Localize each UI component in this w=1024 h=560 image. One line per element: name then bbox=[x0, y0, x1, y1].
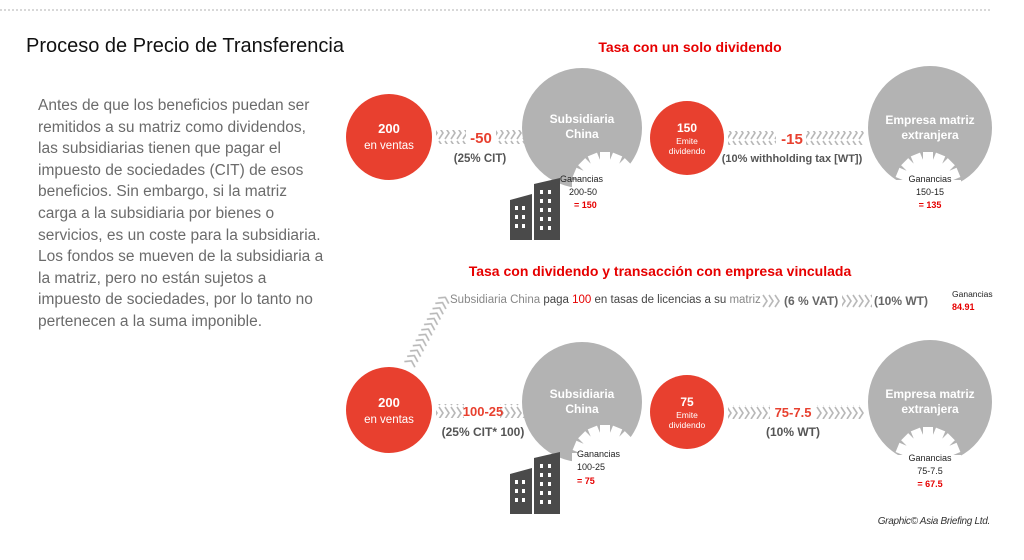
license-gain-label: Ganancias bbox=[952, 289, 993, 299]
dividend-label-line2: dividendo bbox=[668, 146, 706, 156]
parent-gain-result: = 135 bbox=[918, 200, 942, 210]
sales-value: 200 bbox=[378, 121, 400, 136]
sales-circle bbox=[346, 94, 432, 180]
dividend-label-line2: dividendo bbox=[668, 420, 706, 430]
sales-value: 200 bbox=[378, 395, 400, 410]
page-title: Proceso de Precio de Transferencia bbox=[26, 35, 344, 57]
dividend-label: Emite bbox=[676, 136, 698, 146]
scenario1-heading: Tasa con un solo dividendo bbox=[598, 39, 782, 55]
vat-label: (6 % VAT) bbox=[784, 294, 839, 308]
cit-label: (25% CIT* 100) bbox=[441, 425, 525, 439]
wt-amount: -15 bbox=[781, 131, 803, 148]
sub-gain-result: = 75 bbox=[577, 476, 595, 486]
sales-label: en ventas bbox=[364, 140, 414, 152]
sub-gain-calc: 200-50 bbox=[569, 187, 598, 197]
parent-name: Empresa matriz bbox=[885, 113, 975, 127]
building-icon bbox=[510, 178, 560, 240]
parent-gain-calc: 75-7.5 bbox=[917, 466, 943, 476]
cit-amount: 100-25 bbox=[462, 404, 504, 419]
wt-label-top: (10% WT) bbox=[874, 294, 928, 308]
arrow-icon bbox=[436, 130, 466, 144]
cit-label: (25% CIT) bbox=[453, 153, 507, 165]
graphic-credit: Graphic© Asia Briefing Ltd. bbox=[877, 516, 990, 527]
arrow-icon bbox=[500, 404, 526, 418]
subsidiary-name: Subsidiaria bbox=[549, 387, 615, 401]
subsidiary-name: Subsidiaria bbox=[549, 112, 615, 126]
building-icon bbox=[510, 452, 560, 514]
license-gain-value: 84.91 bbox=[952, 302, 975, 312]
dividend-label: Emite bbox=[676, 410, 698, 420]
parent-name-line2: extranjera bbox=[901, 402, 959, 416]
description-text: Antes de que los beneficios puedan ser remitidos a su matriz como dividendos, las subsidiarias tienen que pagar el impuesto de sociedades (CIT) de esos beneficios. Sin embargo, si la matriz carga a la subsidiaria por bienes o servicios, es un coste para la subsidiaria. Los fondos se mueven de la subsidiaria a la matriz, pero no están sujetos a impuesto de sociedades, por lo tanto no pertenecen a la suma imponible. bbox=[38, 97, 324, 330]
license-text: Subsidiaria China paga 100 en tasas de licencias a su matriz bbox=[450, 294, 761, 306]
parent-name: Empresa matriz bbox=[885, 387, 975, 401]
arrow-icon bbox=[436, 404, 464, 418]
arrow-icon bbox=[762, 294, 780, 308]
parent-gain-label: Ganancias bbox=[908, 174, 952, 184]
sales-circle bbox=[346, 367, 432, 453]
wt-label: (10% WT) bbox=[766, 425, 820, 439]
arrow-icon bbox=[842, 294, 872, 308]
parent-name-line2: extranjera bbox=[901, 128, 959, 142]
subsidiary-name-line2: China bbox=[565, 127, 599, 141]
sub-gain-calc: 100-25 bbox=[577, 462, 606, 472]
sub-gain-result: = 150 bbox=[574, 200, 597, 210]
scenario2-heading: Tasa con dividendo y transacción con empresa vinculada bbox=[468, 263, 852, 279]
arrow-icon bbox=[728, 405, 770, 419]
wt-amount: 75-7.5 bbox=[774, 405, 812, 420]
cit-amount: -50 bbox=[470, 130, 492, 147]
sub-gain-label: Ganancias bbox=[577, 449, 621, 459]
arrow-icon bbox=[806, 131, 864, 145]
arrow-icon bbox=[496, 130, 526, 144]
dividend-value: 75 bbox=[680, 395, 694, 409]
subsidiary-name-line2: China bbox=[565, 402, 599, 416]
parent-gain-label: Ganancias bbox=[908, 453, 952, 463]
arrow-icon bbox=[816, 405, 864, 419]
parent-gain-result: = 67.5 bbox=[917, 479, 943, 489]
dividend-value: 150 bbox=[676, 121, 698, 135]
parent-gain-calc: 150-15 bbox=[915, 187, 945, 197]
diagonal-arrow-icon bbox=[403, 293, 452, 368]
wt-label: (10% withholding tax [WT]) bbox=[721, 153, 863, 165]
sub-gain-label: Ganancias bbox=[560, 174, 604, 184]
arrow-icon bbox=[728, 131, 776, 145]
sales-label: en ventas bbox=[364, 414, 414, 426]
